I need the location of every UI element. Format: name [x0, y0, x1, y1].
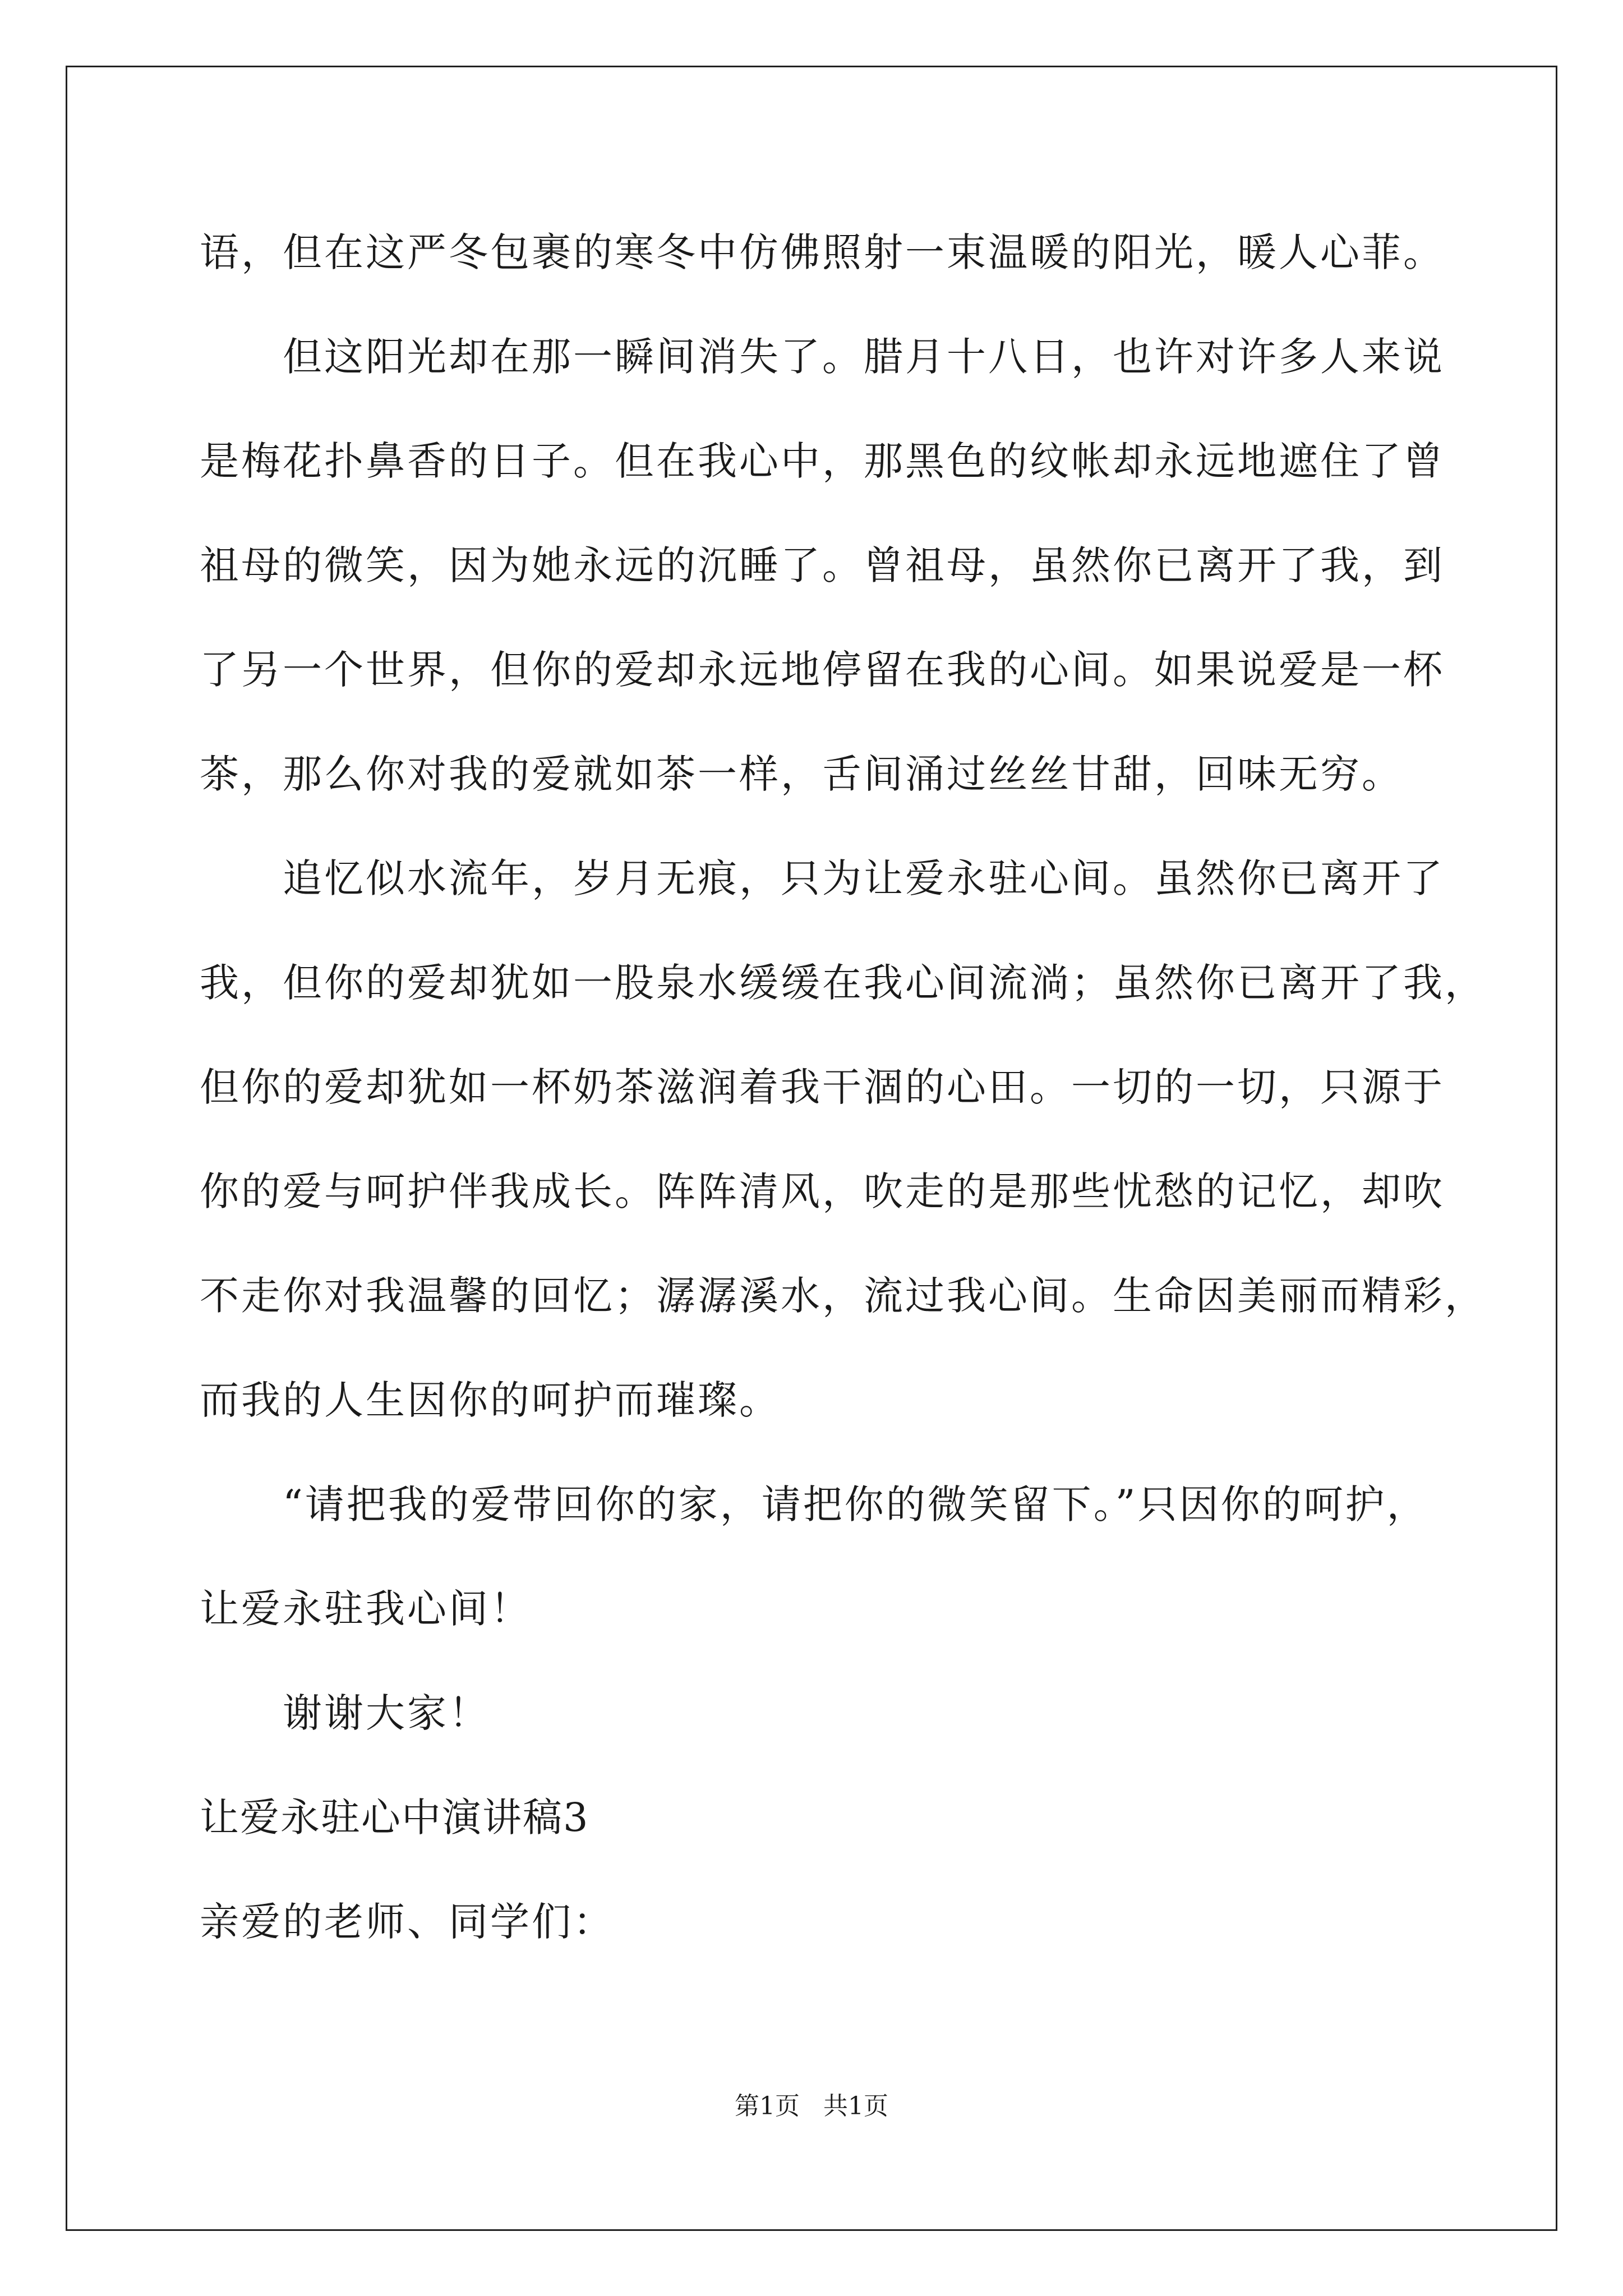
- paragraph-line: “请把我的爱带回你的家，请把你的微笑留下。”只因你的呵护，: [283, 1481, 1428, 1527]
- paragraph-line: 不走你对我温馨的回忆；潺潺溪水，流过我心间。生命因美丽而精彩，: [200, 1273, 1486, 1319]
- paragraph-line: 但这阳光却在那一瞬间消失了。腊月十八日，也许对许多人来说: [283, 334, 1445, 380]
- document-body: [200, 213, 1486, 1987]
- paragraph-line: 我，但你的爱却犹如一股泉水缓缓在我心间流淌；虽然你已离开了我，: [200, 960, 1486, 1006]
- paragraph-line: 而我的人生因你的呵护而璀璨。: [200, 1377, 781, 1423]
- paragraph-line: 了另一个世界，但你的爱却永远地停留在我的心间。如果说爱是一杯: [200, 647, 1445, 693]
- paragraph-line: 祖母的微笑，因为她永远的沉睡了。曾祖母，虽然你已离开了我，到: [200, 542, 1445, 588]
- paragraph-line: 但你的爱却犹如一杯奶茶滋润着我干涸的心田。一切的一切，只源于: [200, 1064, 1445, 1110]
- paragraph-line: 茶，那么你对我的爱就如茶一样，舌间涌过丝丝甘甜，回味无穷。: [200, 751, 1403, 797]
- section-title: 让爱永驻心中演讲稿3: [200, 1795, 589, 1841]
- paragraph-line: 你的爱与呵护伴我成长。阵阵清风，吹走的是那些忧愁的记忆，却吹: [200, 1168, 1445, 1214]
- closing-line: 谢谢大家！: [283, 1690, 490, 1736]
- paragraph-line: 追忆似水流年，岁月无痕，只为让爱永驻心间。虽然你已离开了: [283, 855, 1445, 901]
- salutation-line: 亲爱的老师、同学们：: [200, 1899, 615, 1945]
- paragraph-line: 语，但在这严冬包裹的寒冬中仿佛照射一束温暖的阳光，暖人心菲。: [200, 229, 1445, 275]
- page-number-footer: 第1页 共1页: [735, 2092, 888, 2120]
- paragraph-line: 让爱永驻我心间！: [200, 1586, 532, 1632]
- paragraph-line: 是梅花扑鼻香的日子。但在我心中，那黑色的纹帐却永远地遮住了曾: [200, 438, 1445, 484]
